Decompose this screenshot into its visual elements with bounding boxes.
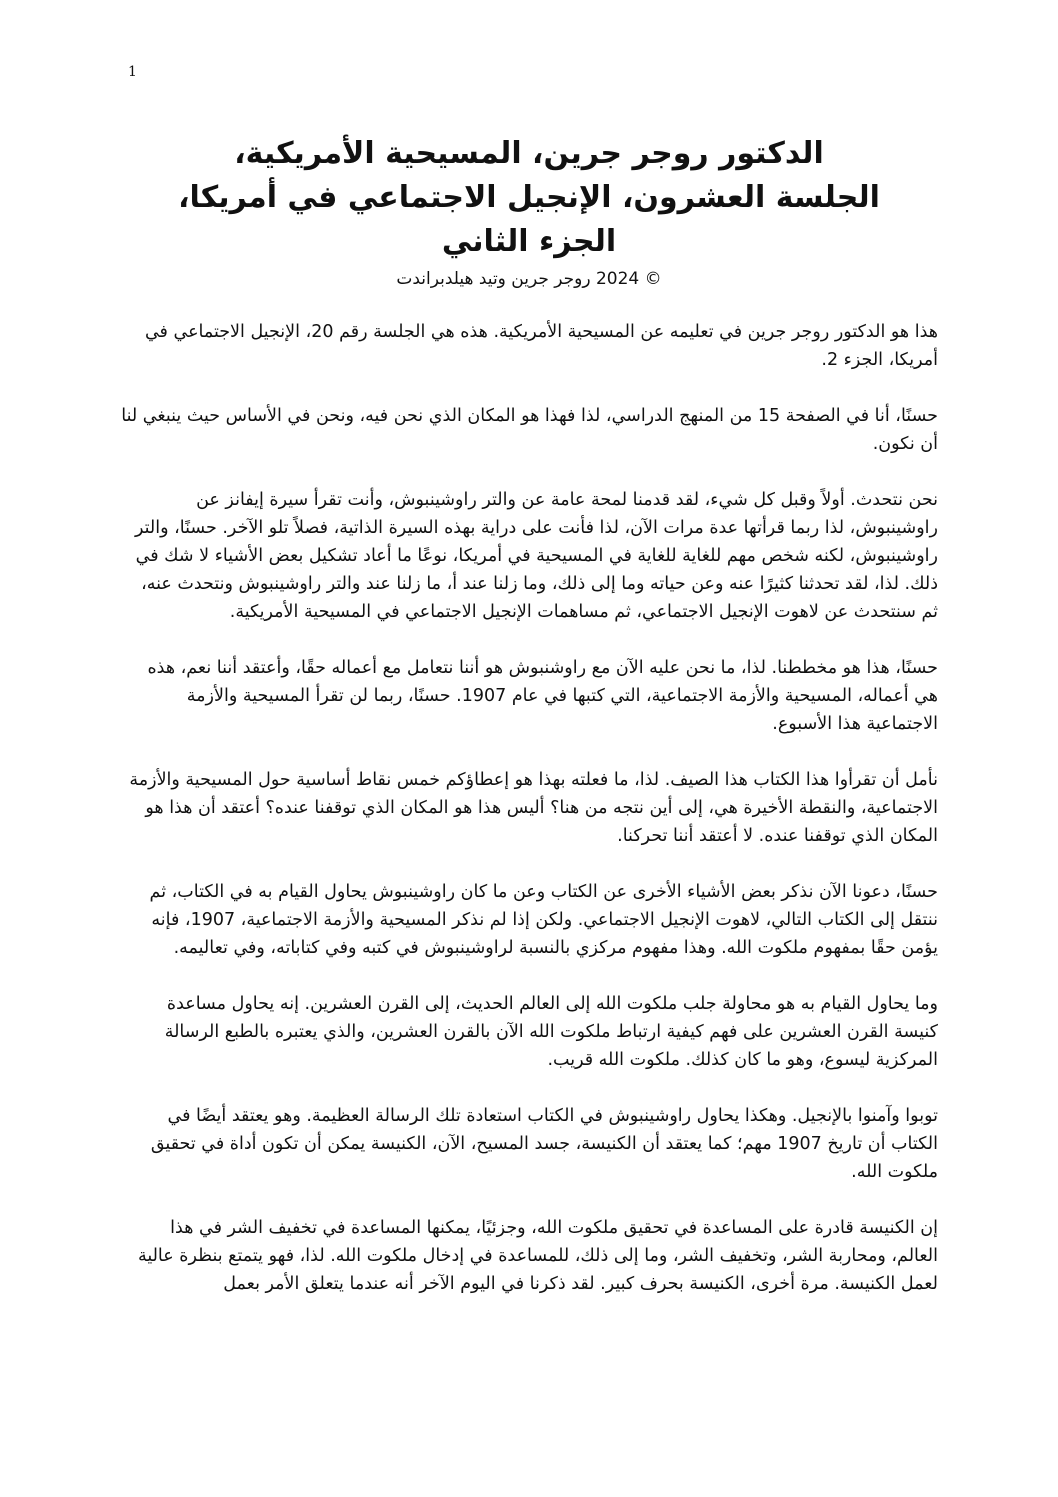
paragraph: حسنًا، دعونا الآن نذكر بعض الأشياء الأخرى عن الكتاب وعن ما كان راوشينبوش يحاول القيام به في الكتاب، ثم ننتقل إلى الكتاب التالي، لاهوت الإنجيل الاجتماعي. ولكن إذا لم نذكر المسيحية والأزمة الاجتماعية، 1907، فإنه يؤمن حقًا بمفهوم ملكوت الله. وهذا مفهوم مركزي بالنسبة لراوشينبوش في كتبه وفي كتاباته، وفي تعاليمه. — [149, 882, 938, 958]
title-line-1: الدكتور روجر جرين، المسيحية الأمريكية، — [234, 136, 824, 171]
paragraph: إن الكنيسة قادرة على المساعدة في تحقيق ملكوت الله، وجزئيًا، يمكنها المساعدة في تخفيف الشر في هذا العالم، ومحاربة الشر، وتخفيف الشر، وما إلى ذلك، للمساعدة في إدخال ملكوت الله. لذا، فهو يتمتع بنظرة عالية لعمل الكنيسة. مرة أخرى، الكنيسة بحرف كبير. لقد ذكرنا في اليوم الآخر أنه عندما يتعلق الأمر بعمل — [137, 1218, 938, 1294]
paragraph: توبوا وآمنوا بالإنجيل. وهكذا يحاول راوشينبوش في الكتاب استعادة تلك الرسالة العظيمة. وهو يعتقد أيضًا في الكتاب أن تاريخ 1907 مهم؛ كما يعتقد أن الكنيسة، جسد المسيح، الآن، الكنيسة يمكن أن تكون أداة في تحقيق ملكوت الله. — [150, 1106, 938, 1182]
paragraph: نحن نتحدث. أولاً وقبل كل شيء، لقد قدمنا لمحة عامة عن والتر راوشينبوش، وأنت تقرأ سيرة إيفانز عن راوشينبوش، لذا ربما قرأتها عدة مرات الآن، لذا فأنت على دراية بهذه السيرة الذاتية، فصلاً تلو الآخر. حسنًا، والتر راوشينبوش، لكنه شخص مهم للغاية للغاية في المسيحية في أمريكا، نوعًا ما أعاد تشكيل بعض الأشياء لا شك في ذلك. لذا، لقد تحدثنا كثيرًا عنه وعن حياته وما إلى ذلك، وما زلنا عند أ، ما زلنا عند والتر راوشينبوش ونتحدث عنه، ثم سنتحدث عن لاهوت الإنجيل الاجتماعي، ثم مساهمات الإنجيل الاجتماعي في المسيحية الأمريكية. — [134, 490, 938, 622]
paragraph: حسنًا، أنا في الصفحة 15 من المنهج الدراسي، لذا فهذا هو المكان الذي نحن فيه، ونحن في الأساس حيث ينبغي لنا أن نكون. — [121, 406, 938, 454]
copyright-notice: © 2024 روجر جرين وتيد هيلدبراندت — [396, 269, 662, 289]
paragraph: وما يحاول القيام به هو محاولة جلب ملكوت الله إلى العالم الحديث، إلى القرن العشرين. إنه يحاول مساعدة كنيسة القرن العشرين على فهم كيفية ارتباط ملكوت الله الآن بالقرن العشرين، والذي يعتبره بالطبع الرسالة المركزية ليسوع، وهو ما كان كذلك. ملكوت الله قريب. — [164, 994, 938, 1070]
paragraph: حسنًا، هذا هو مخططنا. لذا، ما نحن عليه الآن مع راوشنبوش هو أننا نتعامل مع أعماله حقًا، وأعتقد أننا نعم، هذه هي أعماله، المسيحية والأزمة الاجتماعية، التي كتبها في عام 1907. حسنًا، ربما لن تقرأ المسيحية والأزمة الاجتماعية هذا الأسبوع. — [147, 658, 938, 734]
document-body — [120, 318, 938, 1326]
paragraph: نأمل أن تقرأوا هذا الكتاب هذا الصيف. لذا، ما فعلته بهذا هو إعطاؤكم خمس نقاط أساسية حول المسيحية والأزمة الاجتماعية، والنقطة الأخيرة هي، إلى أين نتجه من هنا؟ أليس هذا هو المكان الذي توقفنا عنده؟ أعتقد أن هذا هو المكان الذي توقفنا عنده. لا أعتقد أننا تحركنا. — [129, 770, 938, 846]
title-line-2: الجلسة العشرون، الإنجيل الاجتماعي في أمريكا، — [178, 180, 880, 215]
paragraph: هذا هو الدكتور روجر جرين في تعليمه عن المسيحية الأمريكية. هذه هي الجلسة رقم 20، الإنجيل الاجتماعي في أمريكا، الجزء 2. — [144, 322, 938, 370]
document-header — [120, 132, 938, 292]
page-number: 1 — [128, 64, 137, 80]
title-line-3: الجزء الثاني — [441, 224, 617, 259]
